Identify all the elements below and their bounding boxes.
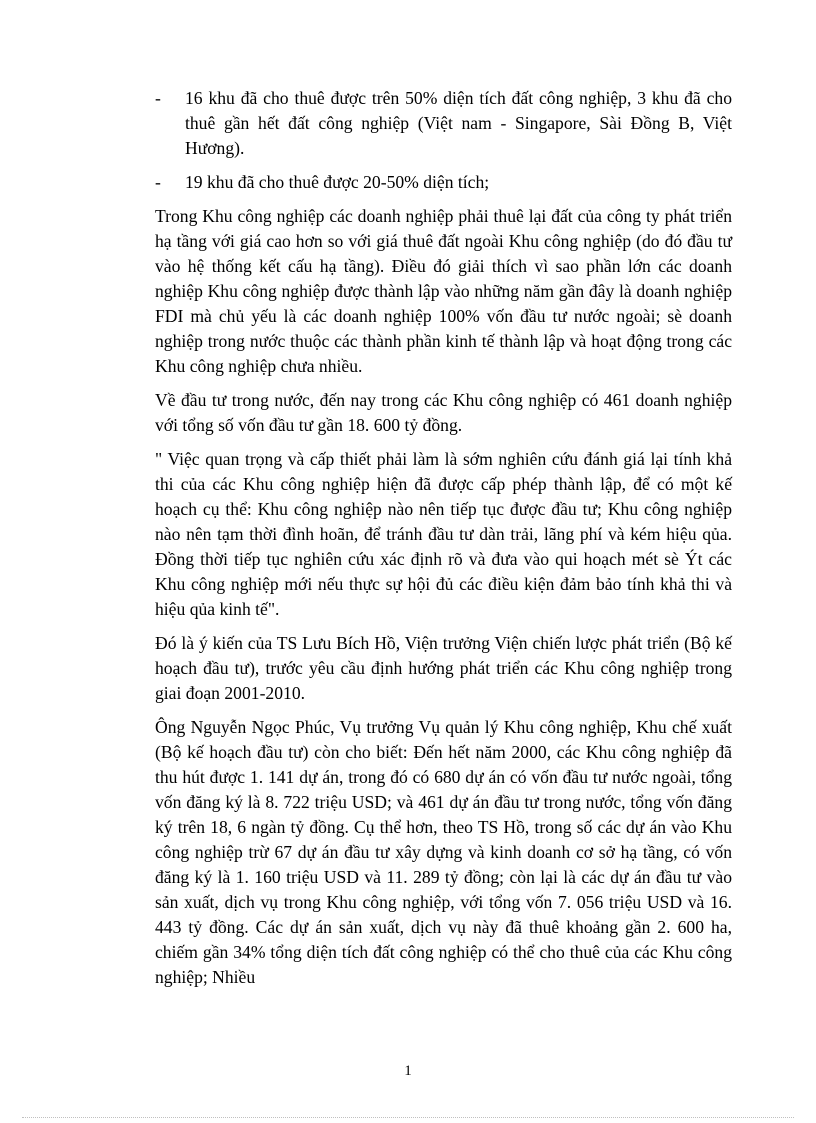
bullet-marker: - <box>155 172 161 192</box>
paragraph: Đó là ý kiến của TS Lưu Bích Hồ, Viện trưởng Viện chiến lược phát triển (Bộ kế hoạch đầu tư), trước yêu cầu định hướng phát triển các Khu công nghiệp trong giai đoạn 2001-2010. <box>155 633 732 703</box>
bullet-item <box>155 86 732 161</box>
paragraph: Trong Khu công nghiệp các doanh nghiệp phải thuê lại đất của công ty phát triển hạ tầng với giá cao hơn so với giá thuê đất ngoài Khu công nghiệp (do đó đầu tư vào hệ thống kết cấu hạ tầng). Điều đó giải thích vì sao phần lớn các doanh nghiệp Khu công nghiệp được thành lập vào những năm gần đây là doanh nghiệp FDI mà chủ yếu là các doanh nghiệp 100% vốn đầu tư nước ngoài; sè doanh nghiệp trong nước thuộc các thành phần kinh tế thành lập và hoạt động trong các Khu công nghiệp chưa nhiều. <box>155 206 732 376</box>
paragraph: " Việc quan trọng và cấp thiết phải làm là sớm nghiên cứu đánh giá lại tính khả thi của các Khu công nghiệp hiện đã được cấp phép thành lập, để có một kế hoạch cụ thể: Khu công nghiệp nào nên tiếp tục được đầu tư; Khu công nghiệp nào nên tạm thời đình hoãn, để tránh đầu tư dàn trải, lãng phí và kém hiệu qủa. Đồng thời tiếp tục nghiên cứu xác định rõ và đưa vào qui hoạch mét sè Ýt các Khu công nghiệp mới nếu thực sự hội đủ các điều kiện đảm bảo tính khả thi và hiệu qủa kinh tế". <box>155 449 732 619</box>
bullet-marker: - <box>155 88 161 108</box>
paragraph: Ông Nguyễn Ngọc Phúc, Vụ trưởng Vụ quản lý Khu công nghiệp, Khu chế xuất (Bộ kế hoạch đầu tư) còn cho biết: Đến hết năm 2000, các Khu công nghiệp đã thu hút được 1. 141 dự án, trong đó có 680 dự án có vốn đầu tư nước ngoài, tổng vốn đăng ký là 8. 722 triệu USD; và 461 dự án đầu tư trong nước, tổng vốn đăng ký trên 18, 6 ngàn tỷ đồng. Cụ thể hơn, theo TS Hồ, trong số các dự án vào Khu công nghiệp trừ 67 dự án đầu tư xây dựng và kinh doanh cơ sở hạ tầng, có vốn đăng ký là 1. 160 triệu USD và 11. 289 tỷ đồng; còn lại là các dự án đầu tư vào sản xuất, dịch vụ trong Khu công nghiệp, với tổng vốn 7. 056 triệu USD và 16. 443 tỷ đồng. Các dự án sản xuất, dịch vụ này đã thuê khoảng gần 2. 600 ha, chiếm gần 34% tổng diện tích đất công nghiệp có thể cho thuê của các Khu công nghiệp; Nhiều <box>155 717 732 987</box>
footer-divider <box>22 1117 794 1118</box>
page-number: 1 <box>404 1063 412 1079</box>
bullet-text: 16 khu đã cho thuê được trên 50% diện tích đất công nghiệp, 3 khu đã cho thuê gần hết đất công nghiệp (Việt nam - Singapore, Sài Đồng B, Việt Hương). <box>185 88 732 158</box>
bullet-item <box>155 170 732 195</box>
bullet-text: 19 khu đã cho thuê được 20-50% diện tích; <box>185 172 490 192</box>
document-body <box>155 86 732 999</box>
paragraph: Về đầu tư trong nước, đến nay trong các Khu công nghiệp có 461 doanh nghiệp với tổng số vốn đầu tư gần 18. 600 tỷ đồng. <box>155 390 732 435</box>
